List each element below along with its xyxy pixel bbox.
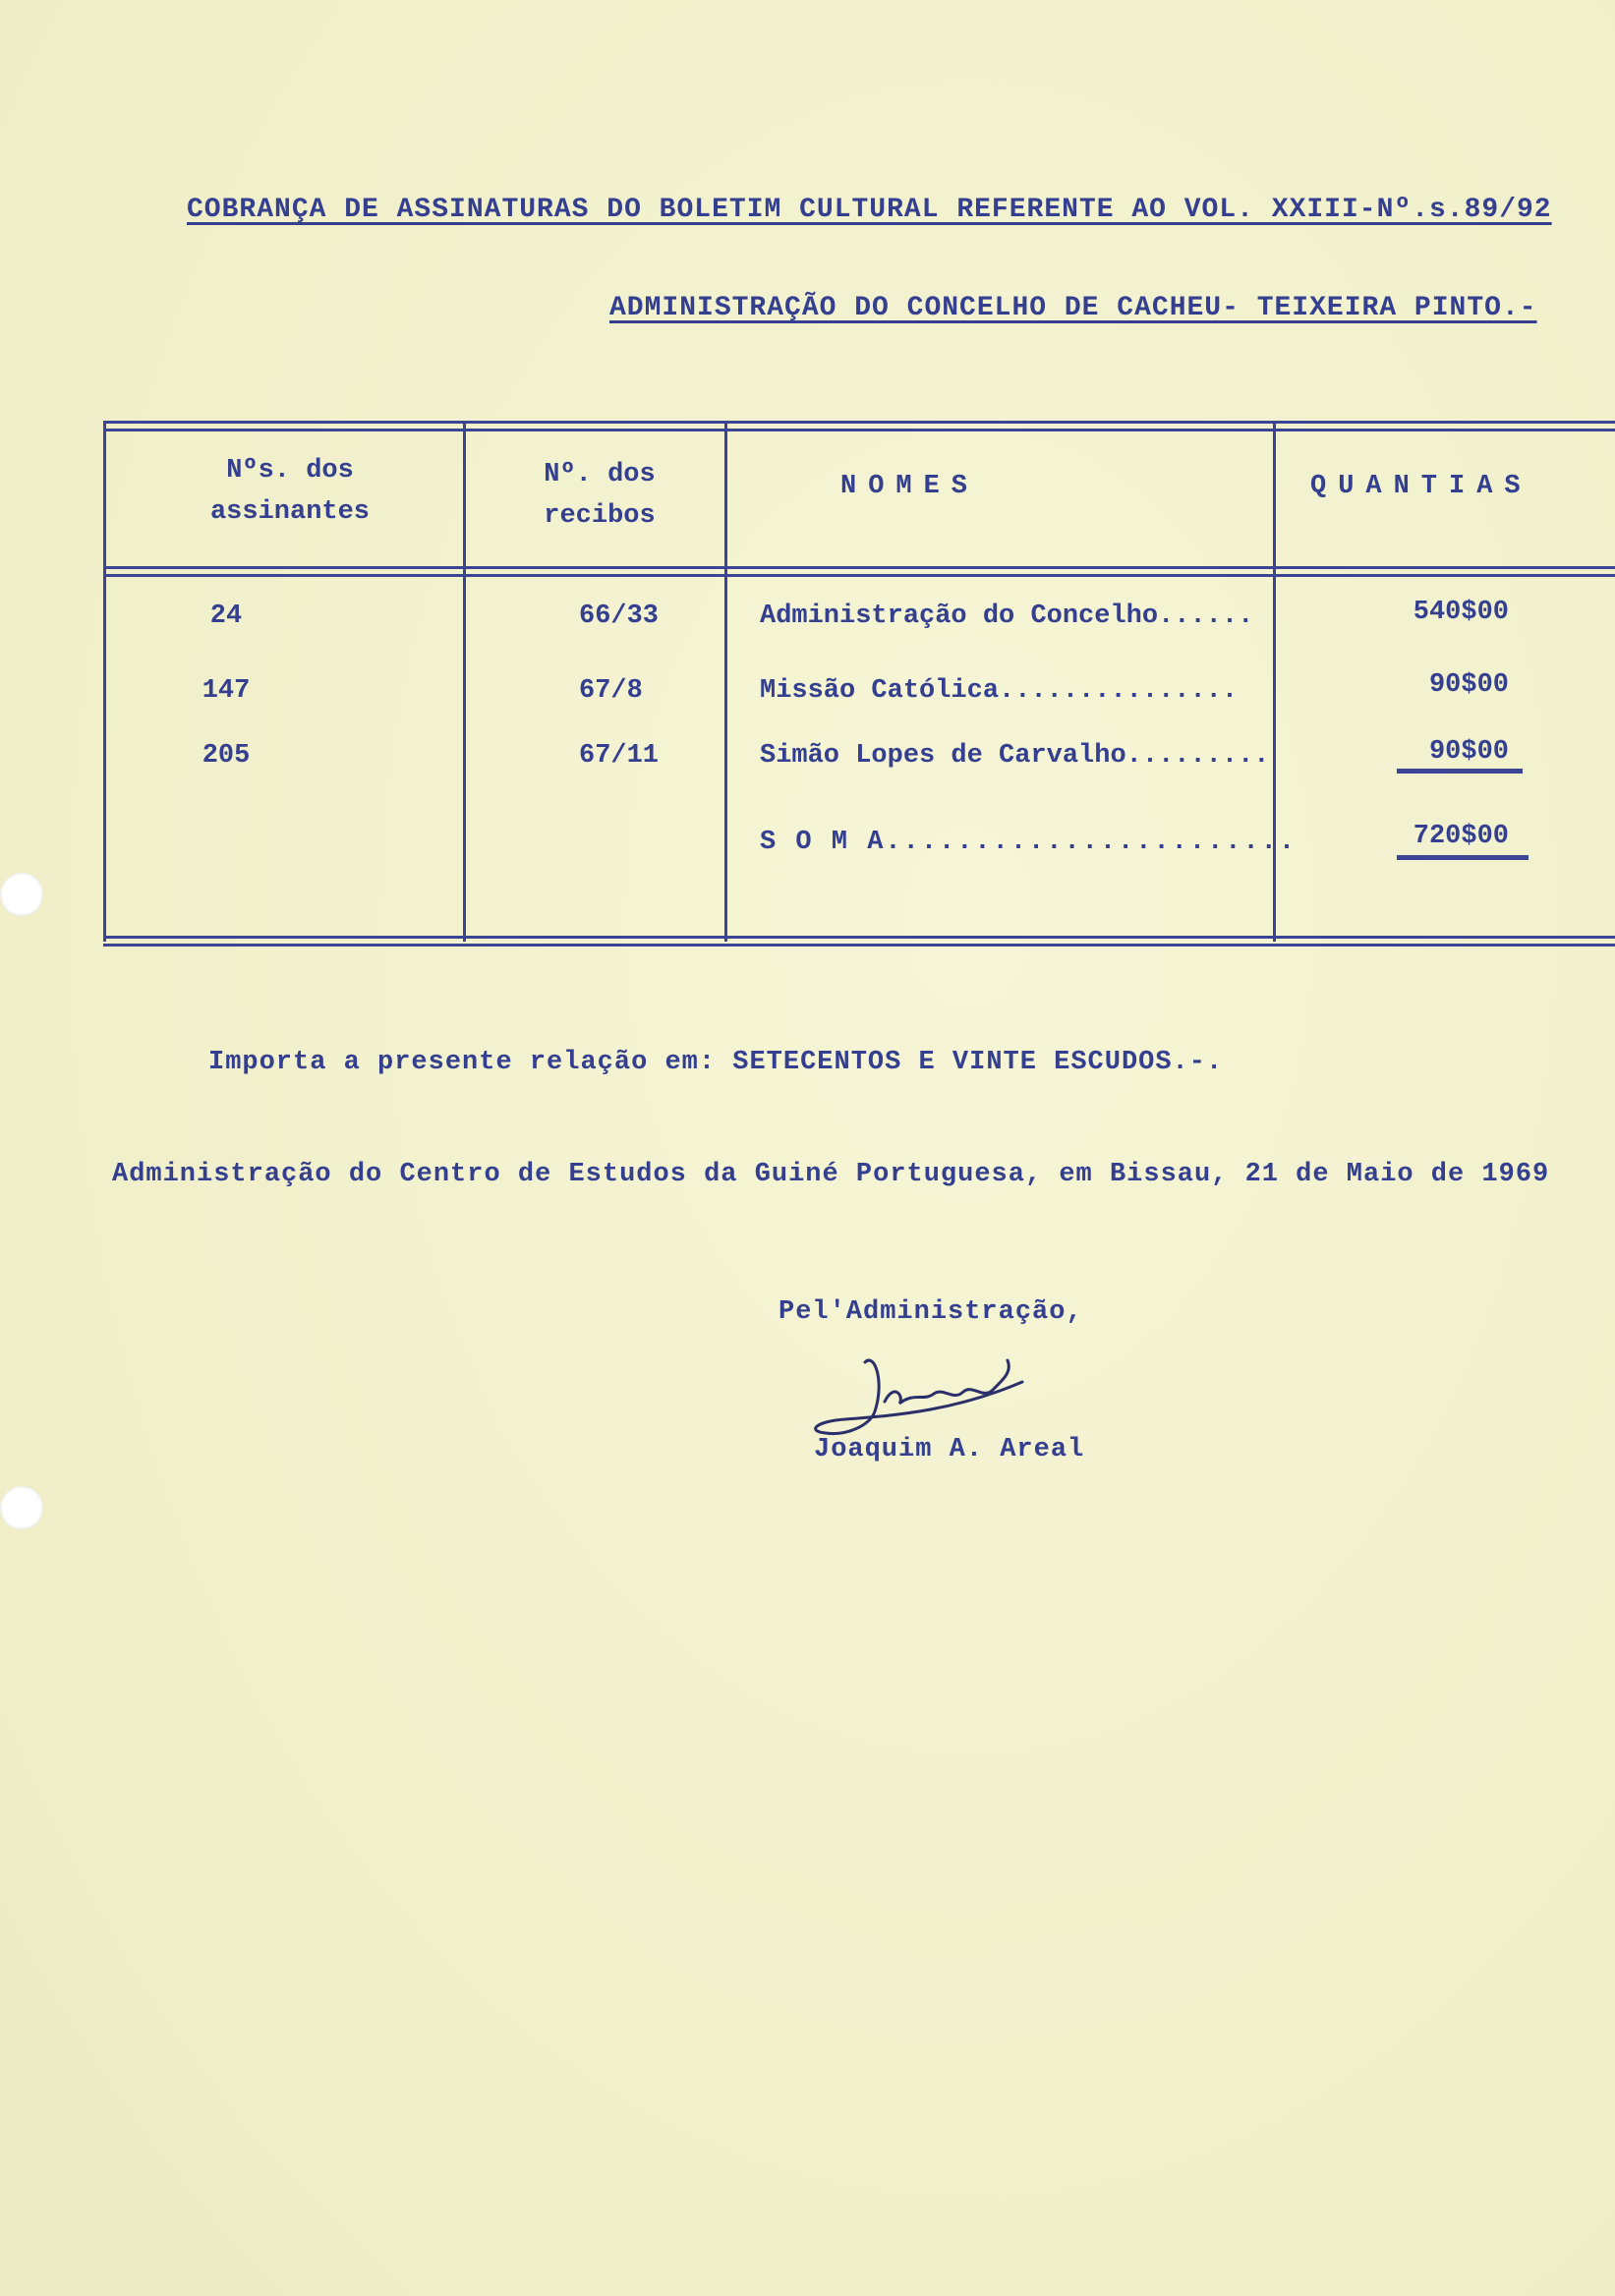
column-divider (1273, 421, 1276, 942)
column-divider (724, 421, 727, 942)
assinante-number: 205 (202, 741, 251, 771)
subscriber-name: Simão Lopes de Carvalho......... (760, 741, 1270, 771)
column-header-line: recibos (544, 501, 656, 531)
document-title: COBRANÇA DE ASSINATURAS DO BOLETIM CULTURAL REFERENTE AO VOL. XXIII-Nº.s.89/92 (187, 195, 1552, 225)
punch-hole (0, 1486, 43, 1529)
table-bottom-rule-inner (103, 944, 1615, 947)
column-header-line: Nº. dos (544, 460, 656, 489)
column-divider (103, 421, 106, 942)
subtotal-rule (1397, 769, 1523, 774)
amount: 90$00 (1428, 670, 1509, 700)
table-top-rule (103, 421, 1615, 424)
column-header-quantias: QUANTIAS (1310, 472, 1532, 501)
assinante-number: 147 (202, 676, 251, 706)
table-bottom-rule (103, 936, 1615, 939)
amount: 90$00 (1428, 737, 1509, 767)
assinante-number: 24 (209, 602, 243, 631)
column-header-nomes: NOMES (840, 472, 980, 501)
column-header-line: Nºs. dos (226, 456, 354, 486)
recibo-number: 66/33 (579, 602, 660, 631)
total-rule (1397, 855, 1528, 860)
total-label: S O M A....................... (760, 828, 1298, 857)
document-subtitle: ADMINISTRAÇÃO DO CONCELHO DE CACHEU- TEIXEIRA PINTO.- (609, 293, 1537, 323)
punch-hole (0, 873, 43, 916)
recibo-number: 67/11 (579, 741, 660, 771)
amount-in-words: Importa a presente relação em: SETECENTOS E VINTE ESCUDOS.-. (208, 1048, 1224, 1077)
total-amount: 720$00 (1413, 822, 1509, 851)
header-bottom-rule-inner (103, 574, 1615, 577)
subscriber-name: Administração do Concelho...... (760, 602, 1254, 631)
place-date-line: Administração do Centro de Estudos da Guiné Portuguesa, em Bissau, 21 de Maio de 1969 (112, 1160, 1550, 1189)
subscriptions-table (103, 421, 1615, 947)
on-behalf-line: Pel'Administração, (779, 1297, 1083, 1327)
subscriber-name: Missão Católica............... (760, 676, 1239, 706)
column-header-assinantes (123, 450, 457, 533)
amount: 540$00 (1413, 598, 1509, 627)
recibo-number: 67/8 (579, 676, 643, 706)
header-bottom-rule (103, 566, 1615, 569)
table-top-rule-inner (103, 429, 1615, 431)
signatory-name: Joaquim A. Areal (814, 1435, 1085, 1464)
column-header-recibos (477, 454, 722, 537)
column-header-line: assinantes (209, 497, 371, 527)
column-divider (463, 421, 466, 942)
